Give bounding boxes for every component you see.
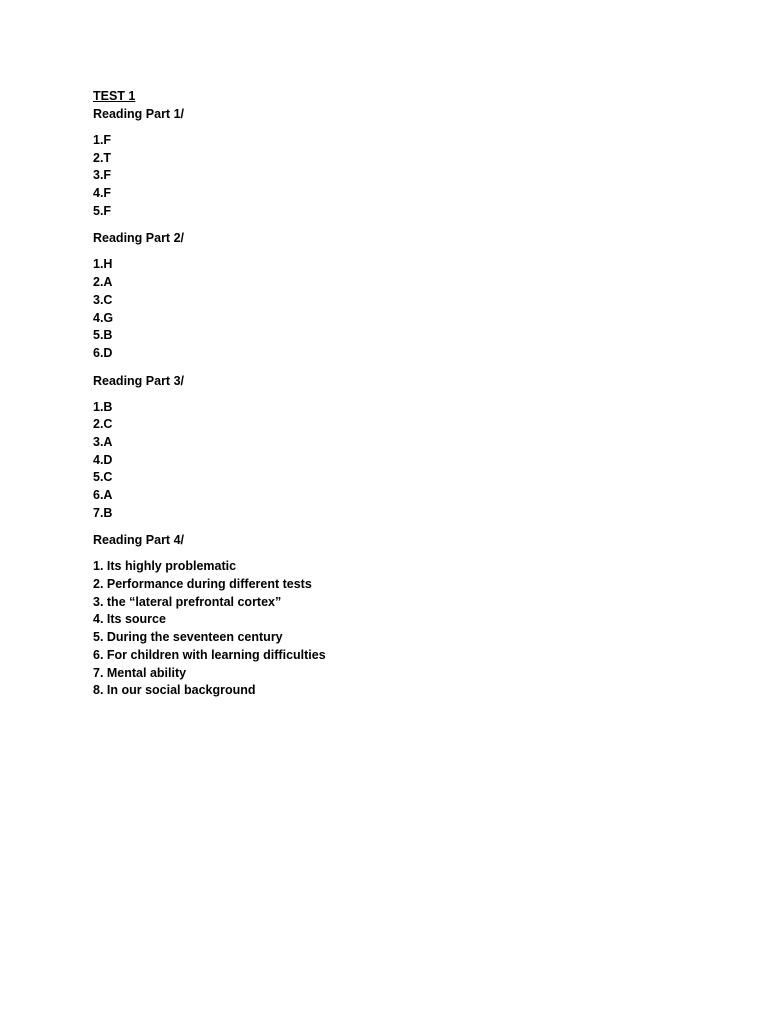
section-heading: Reading Part 4/ (93, 533, 184, 548)
answer-item: 5.C (93, 470, 113, 485)
answer-item: 6.D (93, 345, 113, 360)
answer-item: 5.B (93, 328, 113, 343)
reading-part-section (93, 229, 693, 362)
section-heading: Reading Part 3/ (93, 373, 184, 388)
answer-item: 7. Mental ability (93, 665, 187, 680)
answer-item: 1.B (93, 399, 113, 414)
answer-item: 4.F (93, 186, 112, 201)
answer-item: 2. Performance during different tests (93, 577, 312, 592)
document-title: TEST 1 (93, 89, 136, 103)
answer-item: 6.A (93, 488, 113, 502)
answer-item: 1. Its highly problematic (93, 559, 237, 574)
answer-item: 3.A (93, 434, 113, 449)
answer-item: 8. In our social background (93, 683, 256, 698)
answer-list (93, 256, 693, 362)
answer-item: 2.T (93, 150, 112, 165)
answer-item: 1.H (93, 257, 113, 272)
section-heading: Reading Part 2/ (93, 231, 184, 246)
answer-list (93, 132, 693, 220)
answer-item: 4.G (93, 310, 114, 325)
reading-part-section (93, 105, 693, 220)
answer-item: 2.A (93, 275, 113, 290)
answer-item: 1.F (93, 133, 112, 147)
reading-part-section (93, 372, 693, 523)
answer-item: 3.C (93, 292, 113, 307)
section-heading: Reading Part 1/ (93, 107, 184, 121)
answer-item: 4. Its source (93, 612, 166, 627)
answer-item: 5.F (93, 203, 112, 218)
answer-sections (93, 105, 693, 700)
answer-item: 2.C (93, 417, 113, 432)
reading-part-section (93, 531, 693, 700)
answer-item: 5. During the seventeen century (93, 630, 283, 645)
answer-item: 6. For children with learning difficulties (93, 647, 326, 662)
answer-item: 3. the “lateral prefrontal cortex” (93, 594, 282, 609)
answer-list (93, 399, 693, 523)
answer-item: 7.B (93, 505, 113, 520)
answer-list (93, 558, 693, 700)
answer-item: 4.D (93, 452, 113, 467)
answer-key-page (93, 87, 693, 700)
answer-item: 3.F (93, 168, 112, 183)
